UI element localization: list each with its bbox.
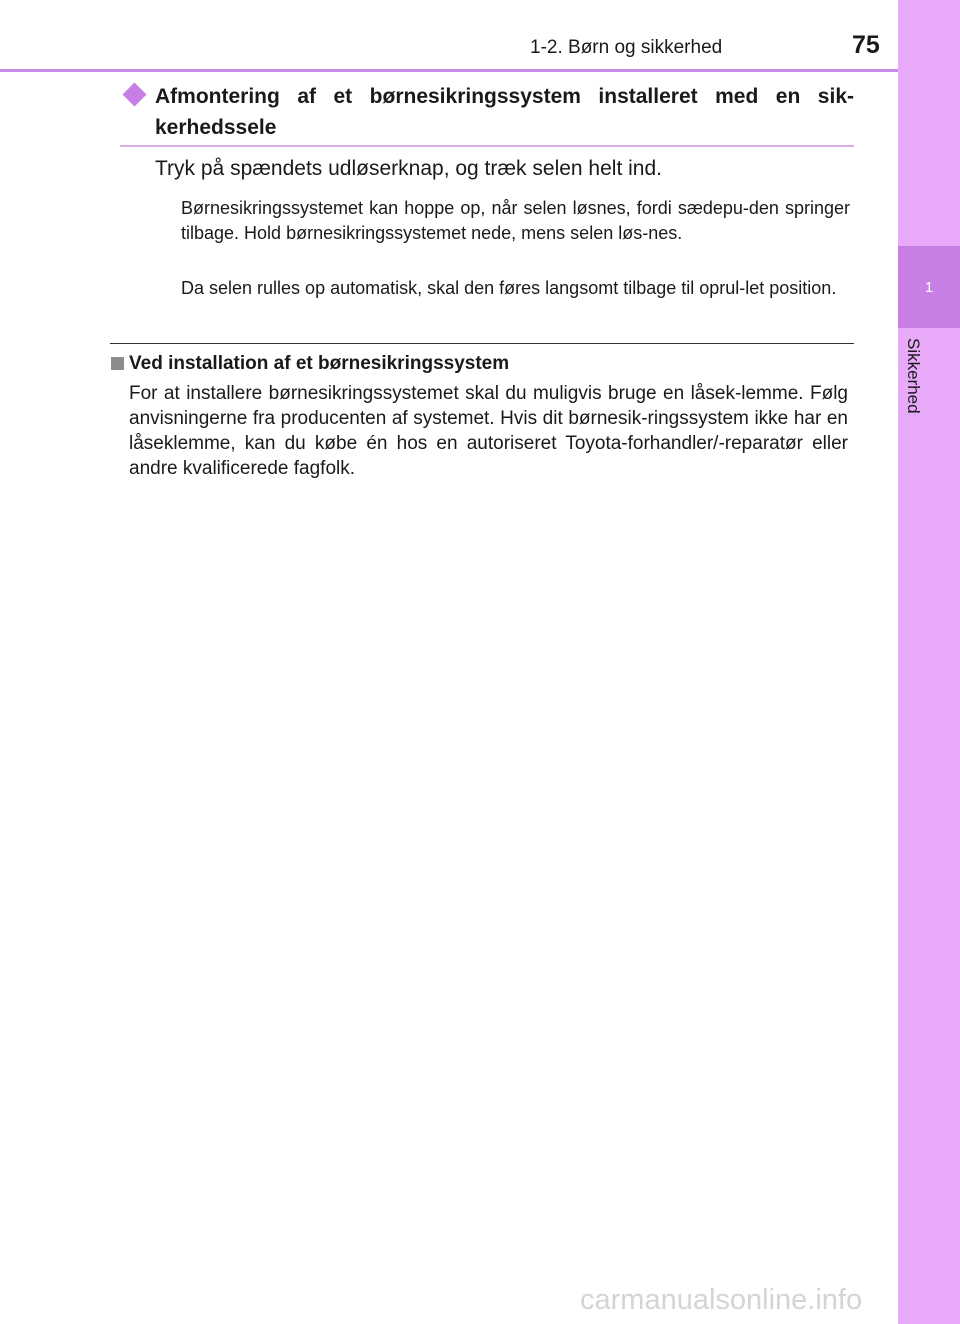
header-divider	[0, 69, 898, 72]
section-divider	[110, 343, 854, 344]
section-title: 1-2. Børn og sikkerhed	[530, 37, 723, 58]
note-text: Børnesikringssystemet kan hoppe op, når selen løsnes, fordi sædepu-den springer tilbage. Hold børnesikringssystemet nede, mens selen løs-nes.	[181, 198, 850, 243]
chapter-tab[interactable]	[898, 246, 960, 328]
chapter-label-container	[903, 338, 927, 438]
subsection-heading: Ved installation af et børnesikringssystem	[129, 353, 510, 374]
instruction-text: Tryk på spændets udløserknap, og træk selen helt ind.	[155, 157, 662, 180]
chapter-number: 1	[924, 278, 934, 296]
body-text: For at installere børnesikringssystemet skal du muligvis bruge en låsek-lemme. Følg anvisningerne fra producenten af systemet. Hvis dit børnesik-ringssystem ikke har en låseklemme, kan du købe én hos en autoriseret Toyota-forhandler/-reparatør eller andre kvalificerede fagfolk.	[129, 383, 848, 479]
heading-divider	[120, 145, 854, 147]
note-text: Da selen rulles op automatisk, skal den føres langsomt tilbage til oprul-let position.	[181, 278, 837, 298]
square-icon	[111, 357, 124, 370]
chapter-label: Sikkerhed	[904, 338, 923, 414]
page-number: 75	[852, 31, 880, 59]
side-strip	[898, 0, 960, 1324]
section-heading: Afmontering af et børnesikringssystem installeret med en sik-kerhedssele	[155, 85, 854, 139]
diamond-icon	[122, 82, 146, 106]
watermark: carmanualsonline.info	[580, 1284, 863, 1316]
